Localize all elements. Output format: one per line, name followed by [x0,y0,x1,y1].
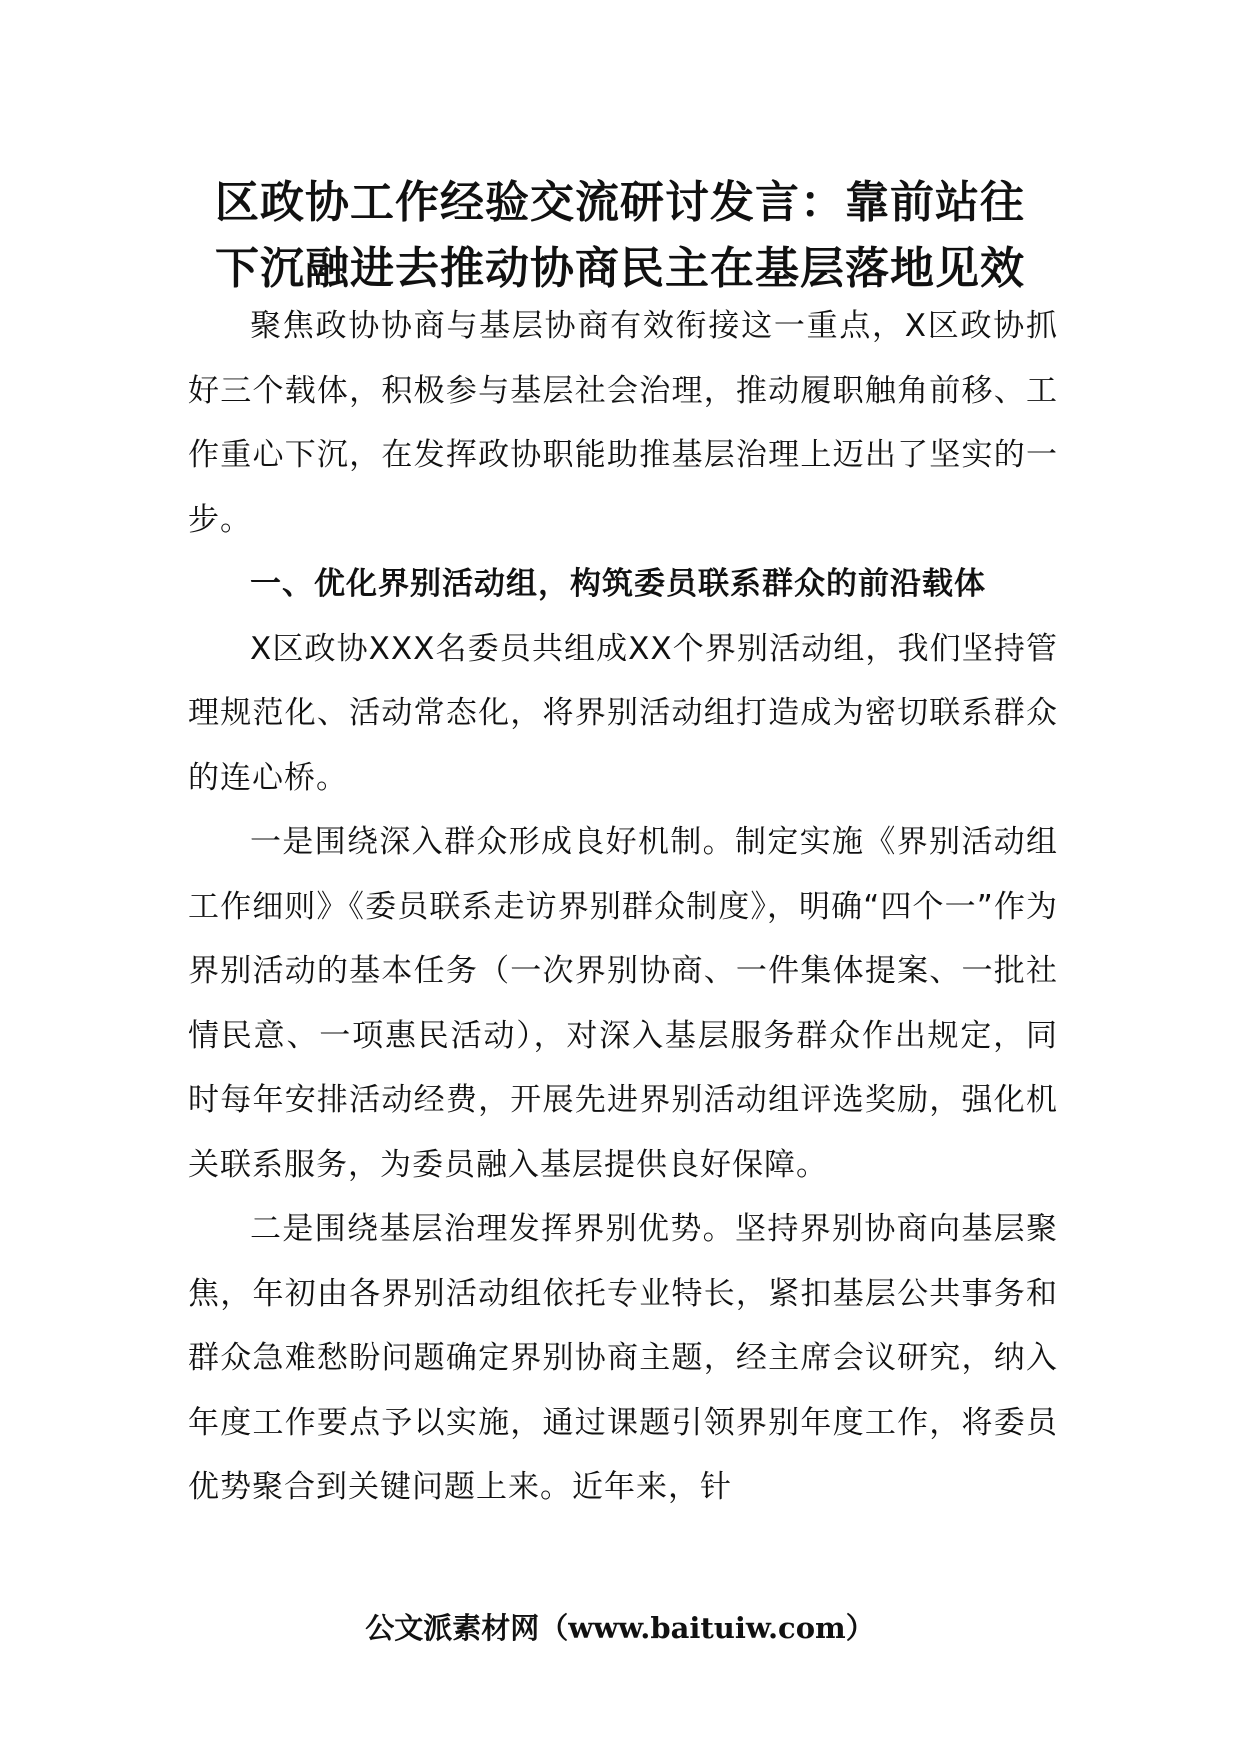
title-line-2: 下沉融进去推动协商民主在基层落地见效 [215,243,1025,294]
point-1-paragraph: 一是围绕深入群众形成良好机制。制定实施《界别活动组工作细则》《委员联系走访界别群众制度》，明确“四个一”作为界别活动的基本任务（一次界别协商、一件集体提案、一批社情民意、一项惠民活动），对深入基层服务群众作出规定，同时每年安排活动经费，开展先进界别活动组评选奖励，强化机关联系服务，为委员融入基层提供良好保障。 [188,824,1058,1183]
document-title [150,170,1090,302]
footer-watermark: 公文派素材网（www.baituiw.com） [365,1611,875,1645]
point-2-paragraph: 二是围绕基层治理发挥界别优势。坚持界别协商向基层聚焦，年初由各界别活动组依托专业特长，紧扣基层公共事务和群众急难愁盼问题确定界别协商主题，经主席会议研究，纳入年度工作要点予以实施，通过课题引领界别年度工作，将委员优势聚合到关键问题上来。近年来，针 [188,1211,1058,1505]
section-heading-1: 一、优化界别活动组，构筑委员联系群众的前沿载体 [250,566,986,602]
document-body [188,294,1058,1520]
section-1-paragraph: X区政协XXX名委员共组成XX个界别活动组，我们坚持管理规范化、活动常态化，将界别活动组打造成为密切联系群众的连心桥。 [188,630,1058,796]
title-line-1: 区政协工作经验交流研讨发言：靠前站往 [215,177,1025,228]
intro-paragraph: 聚焦政协协商与基层协商有效衔接这一重点，X区政协抓好三个载体，积极参与基层社会治理，推动履职触角前移、工作重心下沉，在发挥政协职能助推基层治理上迈出了坚实的一步。 [188,308,1058,538]
